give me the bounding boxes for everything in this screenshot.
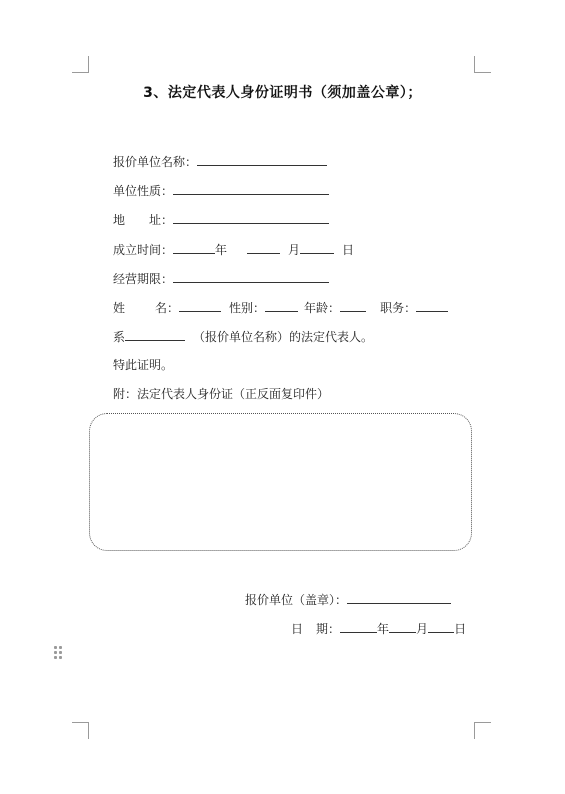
established-month-blank[interactable]: [247, 241, 280, 254]
date-day-unit: 日: [454, 622, 467, 636]
is-prefix: 系: [113, 330, 126, 344]
certify-text: 特此证明。: [113, 358, 174, 372]
attachment-row: [113, 386, 329, 402]
business-term-label: 经营期限：: [113, 272, 174, 286]
address-blank[interactable]: [173, 211, 329, 224]
document-title: 3、法定代表人身份证明书（须加盖公章）；: [143, 85, 422, 101]
established-row: [113, 241, 354, 258]
margin-corner-top-left: [72, 56, 89, 73]
gender-blank[interactable]: [265, 299, 298, 312]
id-card-copy-box[interactable]: [89, 413, 472, 551]
established-year-blank[interactable]: [173, 241, 215, 254]
position-label: 职务：: [380, 301, 417, 315]
attachment-text: 附：法定代表人身份证（正反面复印件）: [113, 387, 330, 401]
representative-unit-blank[interactable]: [125, 328, 185, 341]
address-row: [113, 211, 329, 228]
name-blank[interactable]: [179, 299, 221, 312]
certify-row: [113, 357, 173, 373]
margin-corner-top-right: [474, 56, 491, 73]
bidder-name-row: [113, 153, 327, 170]
margin-corner-bottom-right: [474, 722, 491, 739]
date-year-blank[interactable]: [340, 620, 377, 633]
age-blank[interactable]: [340, 299, 366, 312]
established-day-unit: 日: [342, 243, 355, 257]
unit-nature-blank[interactable]: [173, 182, 329, 195]
date-month-unit: 月: [416, 622, 429, 636]
date-label-part1: 日: [291, 622, 304, 636]
age-label: 年龄：: [304, 301, 341, 315]
is-suffix: （报价单位名称）的法定代表人。: [193, 330, 374, 344]
established-month-unit: 月: [288, 243, 301, 257]
person-info-row: [113, 299, 448, 316]
name-label-part2: 名：: [155, 301, 180, 315]
position-blank[interactable]: [416, 299, 448, 312]
gender-label: 性别：: [229, 301, 266, 315]
date-year-unit: 年: [377, 622, 390, 636]
business-term-blank[interactable]: [173, 270, 329, 283]
date-row: [291, 620, 466, 637]
date-day-blank[interactable]: [428, 620, 454, 633]
date-month-blank[interactable]: [389, 620, 416, 633]
address-label-part2: 址：: [149, 213, 174, 227]
seal-blank[interactable]: [347, 591, 451, 604]
unit-nature-label: 单位性质：: [113, 184, 174, 198]
drag-handle-icon[interactable]: [54, 646, 64, 660]
bidder-name-blank[interactable]: [197, 153, 327, 166]
name-label-part1: 姓: [113, 301, 126, 315]
business-term-row: [113, 270, 329, 287]
established-year-unit: 年: [215, 243, 228, 257]
bidder-name-label: 报价单位名称：: [113, 155, 198, 169]
date-label-part2: 期：: [316, 622, 341, 636]
representative-row: [113, 328, 373, 345]
seal-row: [245, 591, 451, 608]
established-day-blank[interactable]: [300, 241, 334, 254]
established-label: 成立时间：: [113, 243, 174, 257]
seal-label: 报价单位（盖章）：: [245, 593, 348, 607]
unit-nature-row: [113, 182, 329, 199]
address-label-part1: 地: [113, 213, 126, 227]
margin-corner-bottom-left: [72, 722, 89, 739]
